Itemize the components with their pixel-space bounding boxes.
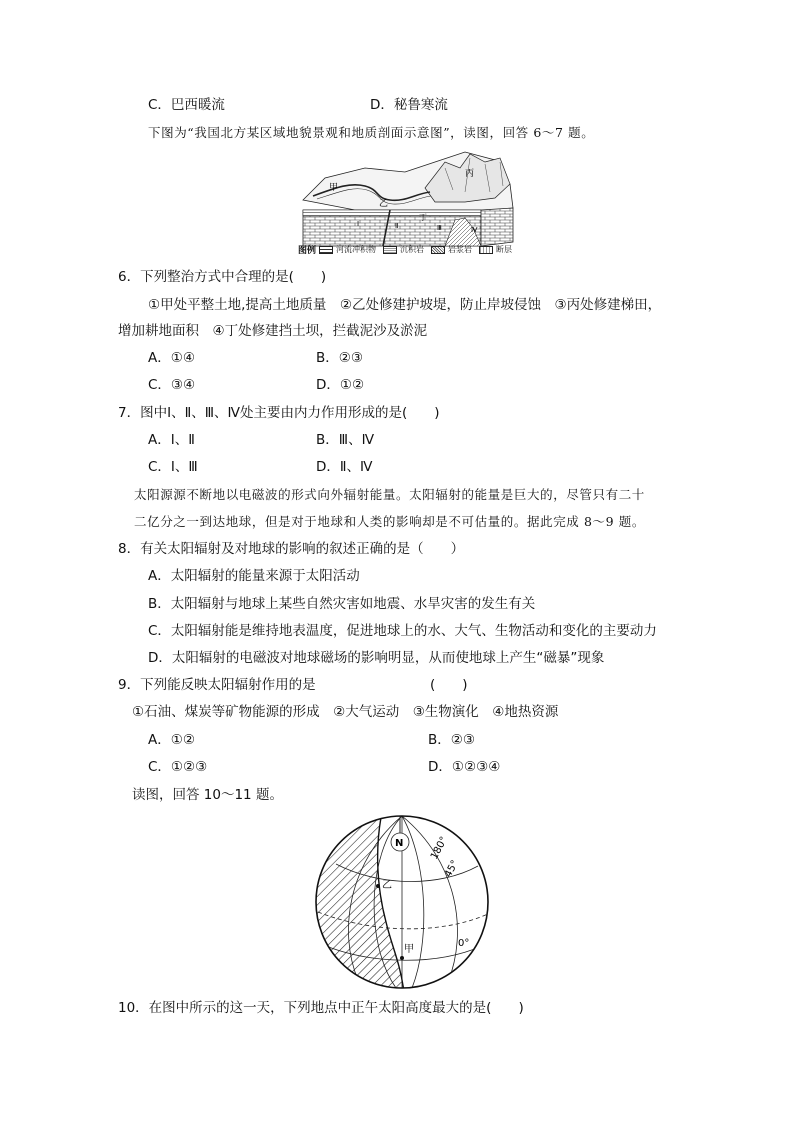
legend-title: 图例	[298, 246, 317, 256]
q6-stem: 6．下列整治方式中合理的是( )	[118, 269, 327, 285]
figure2-label-n: N	[395, 838, 404, 849]
intro-10-11: 读图，回答 10～11 题。	[132, 787, 283, 803]
q6-statement-line2: 增加耕地面积 ④丁处修建挡土坝，拦截泥沙及淤泥	[118, 323, 428, 339]
figure1-label-IV: Ⅳ	[471, 226, 478, 234]
figure1-label-II: Ⅱ	[395, 222, 399, 230]
figure1-label-I: Ⅰ	[357, 220, 360, 228]
figure2-label-45: 45°	[442, 858, 461, 880]
q6-option-d: D．①②	[316, 377, 365, 393]
legend-item-sedimentary: 沉积岩	[400, 245, 425, 254]
q6-option-c: C．③④	[148, 377, 196, 393]
figure1-label-jia: 甲	[329, 183, 339, 193]
figure2-label-180: 180°	[428, 834, 450, 862]
q9-answer-paren: ( )	[430, 677, 468, 693]
q7-option-b: B．Ⅲ、Ⅳ	[316, 432, 375, 448]
figure1-label-III: Ⅲ	[437, 224, 442, 232]
figure2-label-jia: 甲	[404, 944, 414, 955]
intro-8-9-line2: 二亿分之一到达地球，但是对于地球和人类的影响却是不可估量的。据此完成 8～9 题。	[134, 514, 645, 529]
q8-option-d: D．太阳辐射的电磁波对地球磁场的影响明显，从而使地球上产生“磁暴”现象	[148, 650, 605, 666]
q9-option-a: A．①②	[148, 732, 195, 748]
q8-stem: 8．有关太阳辐射及对地球的影响的叙述正确的是（ ）	[118, 541, 465, 557]
legend-swatch-fault	[479, 246, 493, 254]
q9-option-c: C．①②③	[148, 759, 208, 775]
q7-option-c: C．Ⅰ、Ⅲ	[148, 459, 198, 475]
legend-swatch-magma	[431, 246, 445, 254]
intro-6-7: 下图为“我国北方某区域地貌景观和地质剖面示意图”，读图，回答 6～7 题。	[148, 125, 595, 140]
legend-item-magma: 岩浆岩	[448, 245, 473, 254]
legend-swatch-sedimentary	[383, 246, 397, 254]
legend-item-fault: 断层	[496, 245, 513, 254]
q9-items: ①石油、煤炭等矿物能源的形成 ②大气运动 ③生物演化 ④地热资源	[132, 704, 559, 720]
figure1-label-bing: 丙	[465, 169, 475, 179]
figure2-label-yi: 乙	[382, 880, 392, 891]
figure1-legend	[298, 243, 512, 256]
q6-statement-line1: ①甲处平整土地,提高土地质量 ②乙处修建护坡堤，防止岸坡侵蚀 ③丙处修建梯田，	[148, 297, 662, 313]
q8-option-b: B．太阳辐射与地球上某些自然灾害如地震、水旱灾害的发生有关	[148, 596, 536, 612]
figure1-label-ding: 丁	[419, 213, 427, 222]
q9-option-d: D．①②③④	[428, 759, 501, 775]
q6-option-b: B．②③	[316, 350, 363, 366]
q8-option-c: C．太阳辐射能是维持地表温度，促进地球上的水、大气、生物活动和变化的主要动力	[148, 623, 657, 639]
q9-option-b: B．②③	[428, 732, 475, 748]
legend-item-alluvium: 河流冲积物	[336, 245, 377, 254]
q7-option-a: A．Ⅰ、Ⅱ	[148, 432, 195, 448]
q6-option-a: A．①④	[148, 350, 195, 366]
globe-illumination-diagram	[308, 812, 498, 992]
figure1-label-yi: 乙	[379, 199, 389, 209]
q9-stem: 9．下列能反映太阳辐射作用的是	[118, 677, 316, 693]
q7-option-d: D．Ⅱ、Ⅳ	[316, 459, 373, 475]
q7-stem: 7．图中Ⅰ、Ⅱ、Ⅲ、Ⅳ处主要由内力作用形成的是( )	[118, 405, 440, 421]
intro-8-9-line1: 太阳源源不断地以电磁波的形式向外辐射能量。太阳辐射的能量是巨大的，尽管只有二十	[134, 487, 645, 502]
q8-option-a: A．太阳辐射的能量来源于太阳活动	[148, 568, 360, 584]
figure2-label-0: 0°	[458, 938, 470, 949]
q5-option-c: C．巴西暖流	[148, 97, 225, 113]
q5-option-d: D．秘鲁寒流	[370, 97, 448, 113]
q10-stem: 10．在图中所示的这一天，下列地点中正午太阳高度最大的是( )	[118, 1000, 524, 1016]
legend-swatch-alluvium	[319, 246, 333, 254]
landform-section-diagram	[295, 148, 525, 258]
